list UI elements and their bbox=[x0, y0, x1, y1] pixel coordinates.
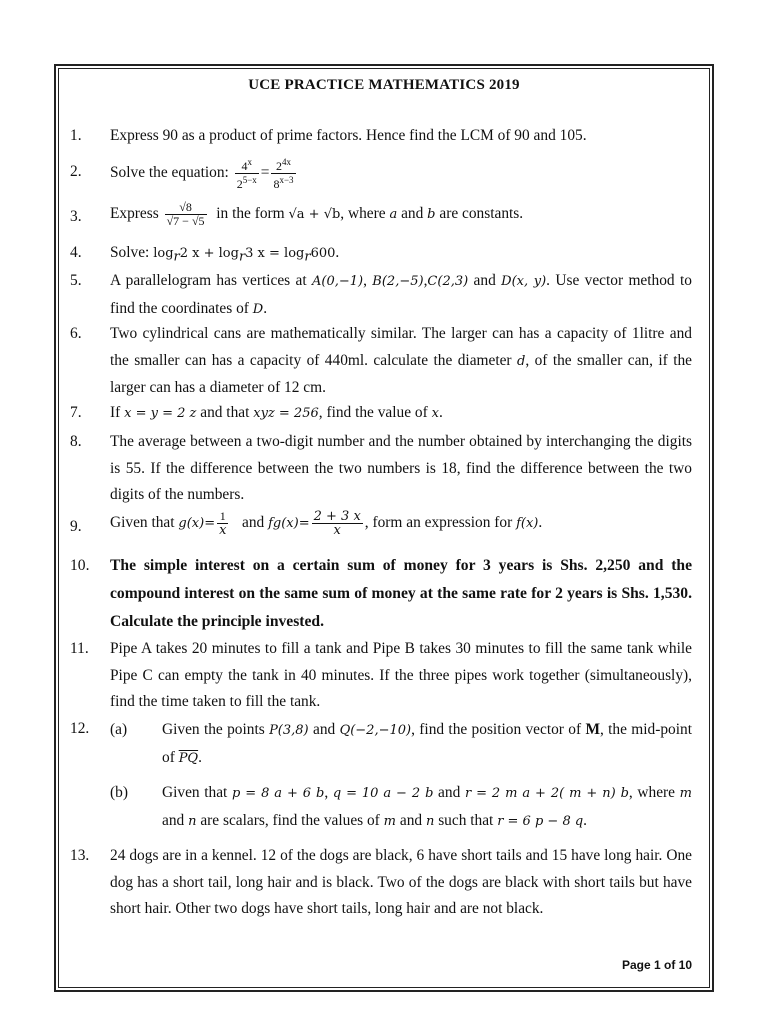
question-number: 7. bbox=[70, 404, 82, 421]
question-4: 4. Solve: $\log_r2$ $x + \log_r3$ $x = \log_r600$. bbox=[70, 240, 692, 271]
question-text: Pipe A takes 20 minutes to fill a tank and Pipe B takes 30 minutes to fill the same tank while Pipe C can empty the tank in 40 minutes. If the three pipes work together (simultaneously), find the time taken to fill the tank. bbox=[110, 640, 692, 710]
question-number: 11. bbox=[70, 640, 89, 657]
math-expression: √a + √b bbox=[288, 207, 341, 223]
fraction-right: $\frac{2^{4x}}{8^{x-3}}$ bbox=[273, 157, 294, 191]
part-label: (b) bbox=[110, 784, 128, 801]
document-title: UCE PRACTICE MATHEMATICS 2019 bbox=[248, 77, 520, 93]
part-label: (a) bbox=[110, 721, 128, 738]
question-text: 24 dogs are in a kennel. 12 of the dogs are black, 6 have short tails and 15 have long hair. One dog has a short tail, long hair and is black. Two of the dogs are black with short tails but have short hair. Other two dogs have short tails, long hair and are not black. bbox=[110, 847, 692, 917]
question-number: 9. bbox=[70, 518, 82, 535]
question-number: 13. bbox=[70, 847, 90, 864]
question-2 bbox=[70, 156, 692, 191]
equals-sign: = bbox=[260, 164, 270, 182]
page-number: Page 1 of 10 bbox=[621, 958, 692, 972]
question-text: Express 90 as a product of prime factors. Hence find the LCM of 90 and 105. bbox=[110, 127, 587, 144]
question-8 bbox=[70, 429, 692, 509]
question-10 bbox=[70, 552, 692, 636]
question-number: 8. bbox=[70, 433, 82, 450]
question-text: The average between a two-digit number and the number obtained by interchanging the digits is 55. If the difference between the two numbers is 18, find the difference between the two digits of the numbers. bbox=[110, 433, 692, 503]
question-text: The simple interest on a certain sum of money for 3 years is Shs. 2,250 and the compound interest on the same sum of money at the same rate for 2 years is Shs. 1,530. Calculate the principle invested. bbox=[110, 557, 692, 630]
question-number: 12. bbox=[70, 720, 90, 737]
question-number: 3. bbox=[70, 208, 82, 225]
question-13 bbox=[70, 843, 692, 923]
question-number: 1. bbox=[70, 127, 82, 144]
question-11 bbox=[70, 636, 692, 716]
question-7: 7. If x = y = 2 z and that xyz = 256, find the value of x. bbox=[70, 400, 692, 428]
question-number: 2. bbox=[70, 163, 82, 180]
question-12-part-b: (b) Given that p = 8 a + 6 b, q = 10 a − 2 b and r = 2 m a + 2( m + n) b, where m and n are scalars, find the values of m and n such that r = 6 p − 8 q. bbox=[110, 779, 692, 835]
question-lead: Solve the equation: bbox=[110, 164, 229, 182]
question-1 bbox=[70, 123, 692, 150]
question-9: 9. Given that g(x)= $\frac{1}{x}$ and fg(x)= $\frac{2 + 3 x}{x}$ , form an expression for f(x). bbox=[70, 510, 692, 538]
fraction: $\frac{√8}{√7 - √5}$ bbox=[166, 200, 205, 228]
question-number: 4. bbox=[70, 244, 82, 261]
question-number: 10. bbox=[70, 557, 90, 574]
question-lead: Express bbox=[110, 205, 159, 223]
question-6: 6. Two cylindrical cans are mathematically similar. The larger can has a capacity of 1litre and the smaller can has a capacity of 440ml. calculate the diameter d, of the smaller can, if the larger can has a diameter of 12 cm. bbox=[70, 321, 692, 402]
question-number: 6. bbox=[70, 325, 82, 342]
math-expression: $\log_r2$ $x + \log_r3$ $x = \log_r600$ bbox=[153, 246, 336, 265]
question-12-part-a: (a) Given the points P(3,8) and Q(−2,−10), find the position vector of M, the mid-point of $\overline{PQ}$. bbox=[110, 716, 692, 772]
question-3: 3. Express $\frac{√8}{√7 - √5}$ in the form √a + √b, where a and b are constants. bbox=[70, 201, 692, 229]
question-5: 5. A parallelogram has vertices at A(0,−1), B(2,−5),C(2,3) and D(x, y). Use vector method to find the coordinates of D. bbox=[70, 268, 692, 323]
fraction-left: $\frac{4^x}{2^{5-x}}$ bbox=[236, 157, 257, 191]
question-number: 5. bbox=[70, 272, 82, 289]
